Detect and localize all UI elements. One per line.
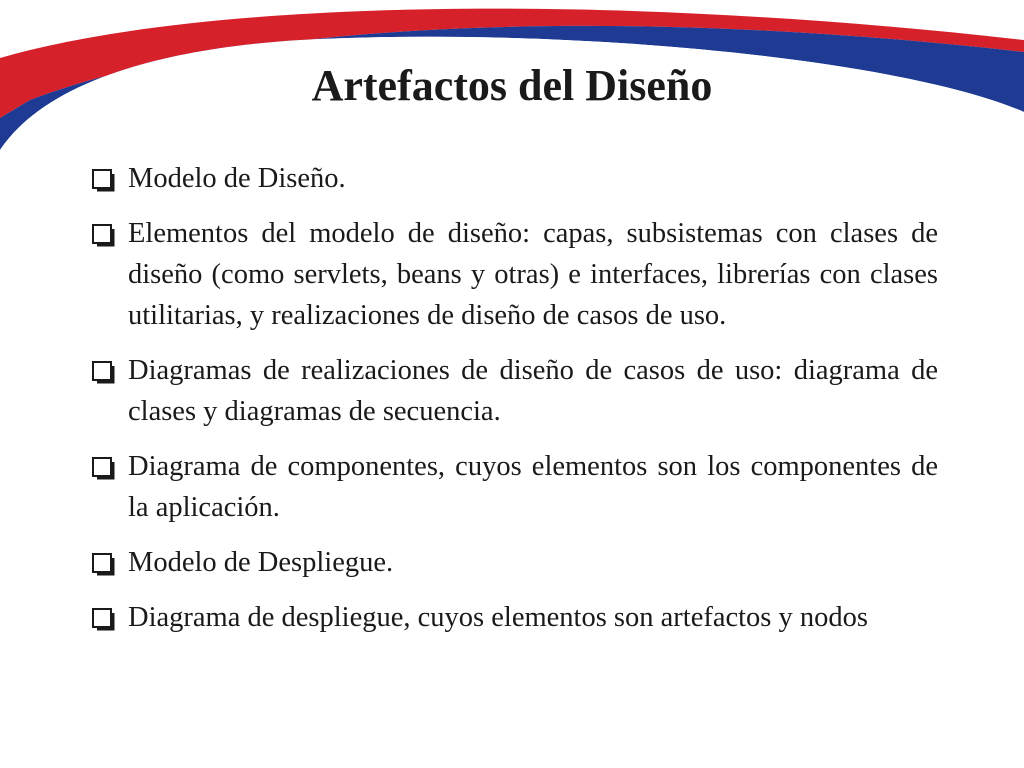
bullet-text: Diagramas de realizaciones de diseño de casos de uso: diagrama de clases y diagramas de secuencia. [128, 355, 938, 427]
checkbox-bullet-icon [92, 457, 116, 481]
bullet-text: Elementos del modelo de diseño: capas, subsistemas con clases de diseño (como servlets, beans y otras) e interfaces, librerías con clases utilitarias, y realizaciones de diseño de casos de uso. [128, 218, 938, 331]
bullet-text: Diagrama de despliegue, cuyos elementos son artefactos y nodos [128, 602, 868, 633]
bullet-text: Diagrama de componentes, cuyos elementos son los componentes de la aplicación. [128, 451, 938, 523]
list-item [92, 542, 938, 583]
slide-title: Artefactos del Diseño [311, 61, 713, 110]
checkbox-bullet-icon [92, 608, 116, 632]
bullet-text: Modelo de Despliegue. [128, 547, 394, 578]
bullet-list [92, 158, 938, 652]
checkbox-bullet-icon [92, 553, 116, 577]
list-item [92, 446, 938, 528]
bullet-text: Modelo de Diseño. [128, 163, 346, 194]
list-item [92, 597, 938, 638]
checkbox-bullet-icon [92, 169, 116, 193]
list-item [92, 350, 938, 432]
checkbox-bullet-icon [92, 361, 116, 385]
checkbox-bullet-icon [92, 224, 116, 248]
list-item [92, 158, 938, 199]
list-item [92, 213, 938, 336]
